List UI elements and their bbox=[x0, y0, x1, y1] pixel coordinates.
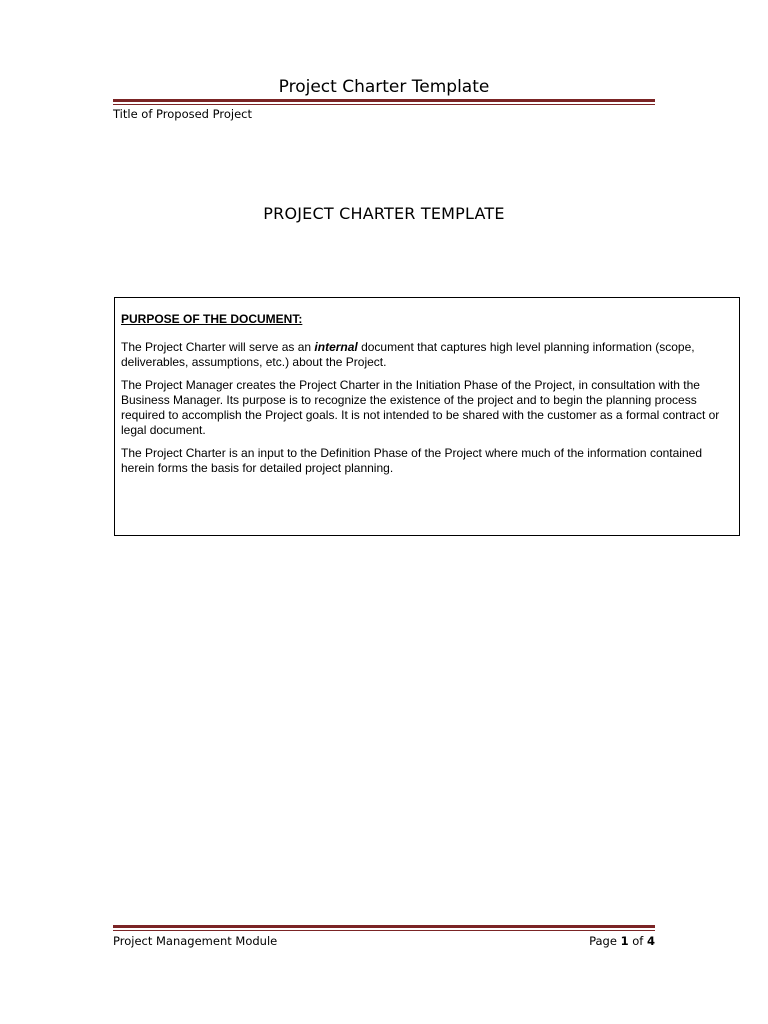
header-rule-thin bbox=[113, 104, 655, 105]
purpose-paragraph-3: The Project Charter is an input to the Definition Phase of the Project where much of the information contained herein forms the basis for detailed project planning. bbox=[121, 446, 702, 475]
page-header-title: Project Charter Template bbox=[278, 77, 490, 97]
purpose-paragraph-1 bbox=[121, 340, 733, 370]
footer-module-name: Project Management Module bbox=[113, 934, 278, 948]
document-heading: PROJECT CHARTER TEMPLATE bbox=[263, 204, 505, 223]
page-total: 4 bbox=[646, 934, 655, 948]
page-prefix: Page bbox=[589, 934, 621, 948]
footer-rule-thick bbox=[113, 925, 655, 928]
purpose-paragraph-2: The Project Manager creates the Project Charter in the Initiation Phase of the Project, in consultation with the Business Manager. Its purpose is to recognize the existence of the project and to begin the planning process required to accomplish the Project goals. It is not intended to be shared with the customer as a formal contract or legal document. bbox=[121, 378, 720, 437]
purpose-para1-end: document that captures high level planning information (scope, deliverables, assumptions, etc.) about the Project. bbox=[121, 340, 695, 369]
project-title-field: Title of Proposed Project bbox=[113, 107, 252, 121]
purpose-heading: PURPOSE OF THE DOCUMENT: bbox=[121, 312, 303, 326]
page-mid: of bbox=[628, 934, 647, 948]
footer-rule-thin bbox=[113, 930, 655, 931]
page-current: 1 bbox=[620, 934, 629, 948]
purpose-para1-start: The Project Charter will serve as an bbox=[121, 340, 315, 354]
purpose-para1-emphasis: internal bbox=[314, 340, 358, 354]
header-rule bbox=[113, 99, 655, 106]
purpose-box bbox=[114, 297, 740, 536]
footer-page-number bbox=[589, 934, 655, 949]
header-rule-thick bbox=[113, 99, 655, 102]
footer-rule bbox=[113, 925, 655, 932]
